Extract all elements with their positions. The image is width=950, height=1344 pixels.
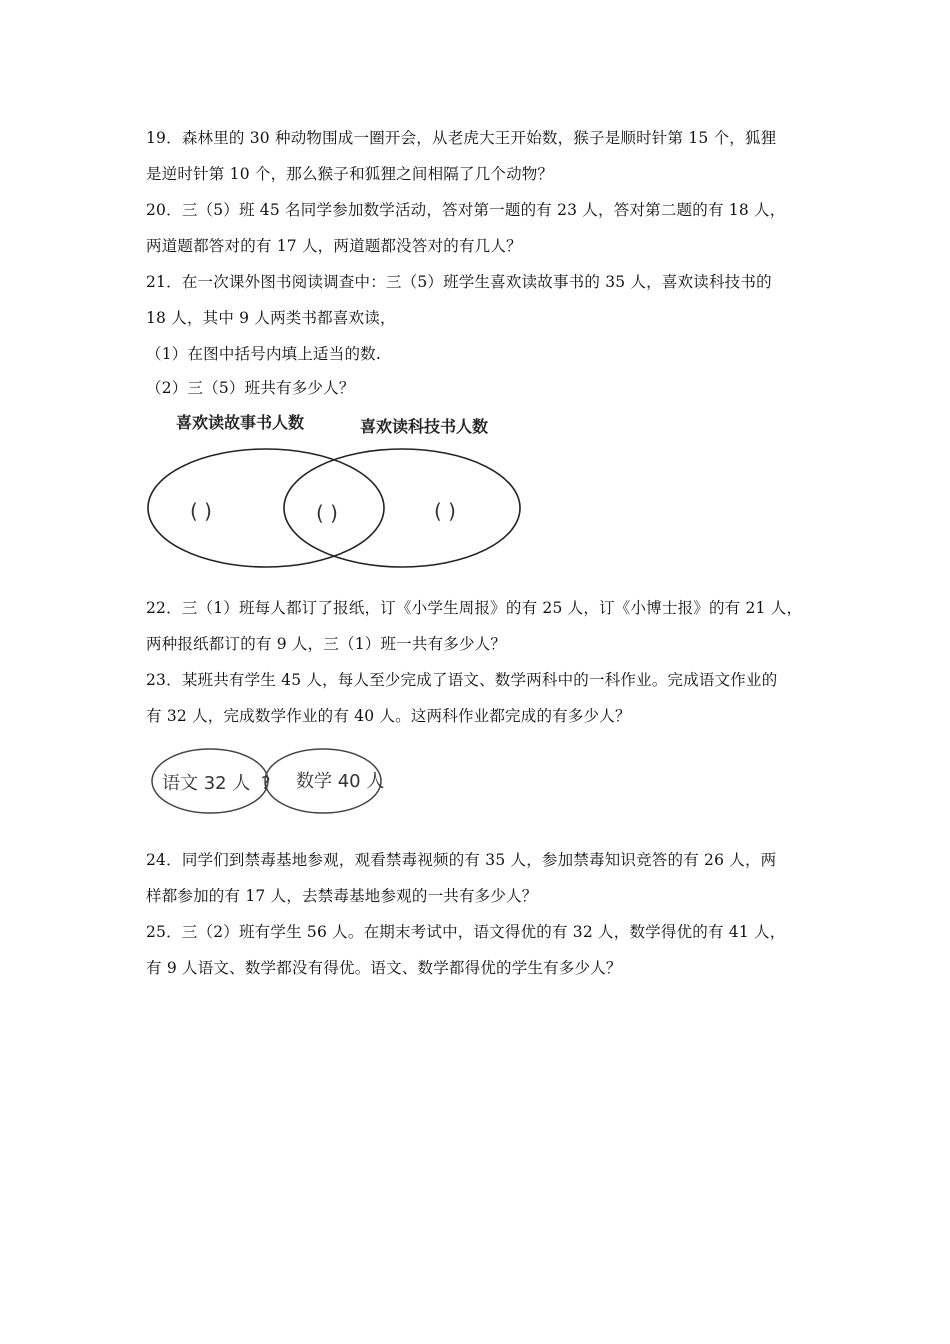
q25-line1: 25．三（2）班有学生 56 人。在期末考试中，语文得优的有 32 人，数学得优的有 41 人， — [146, 923, 786, 941]
q24-line1: 24．同学们到禁毒基地参观，观看禁毒视频的有 35 人，参加禁毒知识竞答的有 26 人，两 — [146, 851, 777, 869]
q21-line2: 18 人，其中 9 人两类书都喜欢读， — [146, 309, 396, 327]
q21-sub2: （2）三（5）班共有多少人？ — [146, 379, 355, 397]
venn-diagram-homework — [148, 745, 388, 817]
q25-line2: 有 9 人语文、数学都没有得优。语文、数学都得优的学生有多少人？ — [146, 959, 622, 977]
venn-diagram-reading — [146, 406, 530, 571]
q23-line1: 23．某班共有学生 45 人，每人至少完成了语文、数学两科中的一科作业。完成语文作业的 — [146, 671, 778, 689]
venn-circle-left — [148, 449, 384, 567]
q19-line1: 19．森林里的 30 种动物围成一圈开会，从老虎大王开始数，猴子是顺时针第 15 个，狐狸 — [146, 129, 777, 147]
venn-label-chinese: 语文 32 人 — [162, 773, 251, 794]
q24-line2: 样都参加的有 17 人，去禁毒基地参观的一共有多少人？ — [146, 887, 538, 905]
venn-label-science-books: 喜欢读科技书人数 — [360, 417, 489, 436]
venn-label-story-books: 喜欢读故事书人数 — [176, 413, 305, 432]
venn-label-math: 数学 40 人 — [296, 771, 385, 792]
q22-line1: 22．三（1）班每人都订了报纸，订《小学生周报》的有 25 人，订《小博士报》的有 21 人， — [146, 599, 803, 617]
q21-line1: 21．在一次课外图书阅读调查中：三（5）班学生喜欢读故事书的 35 人，喜欢读科技书的 — [146, 273, 772, 291]
venn-label-overlap: ? — [261, 773, 271, 794]
q23-line2: 有 32 人，完成数学作业的有 40 人。这两科作业都完成的有多少人？ — [146, 707, 631, 725]
q22-line2: 两种报纸都订的有 9 人，三（1）班一共有多少人？ — [146, 635, 507, 653]
q20-line2: 两道题都答对的有 17 人，两道题都没答对的有几人？ — [146, 237, 522, 255]
venn-blank-right: ( ) — [434, 499, 456, 523]
q19-line2: 是逆时针第 10 个，那么猴子和狐狸之间相隔了几个动物？ — [146, 165, 554, 183]
q21-sub1: （1）在图中括号内填上适当的数. — [146, 345, 381, 363]
venn-blank-left: ( ) — [190, 499, 212, 523]
venn-blank-middle: ( ) — [316, 501, 338, 525]
q20-line1: 20．三（5）班 45 名同学参加数学活动，答对第一题的有 23 人，答对第二题的有 18 人， — [146, 201, 786, 219]
